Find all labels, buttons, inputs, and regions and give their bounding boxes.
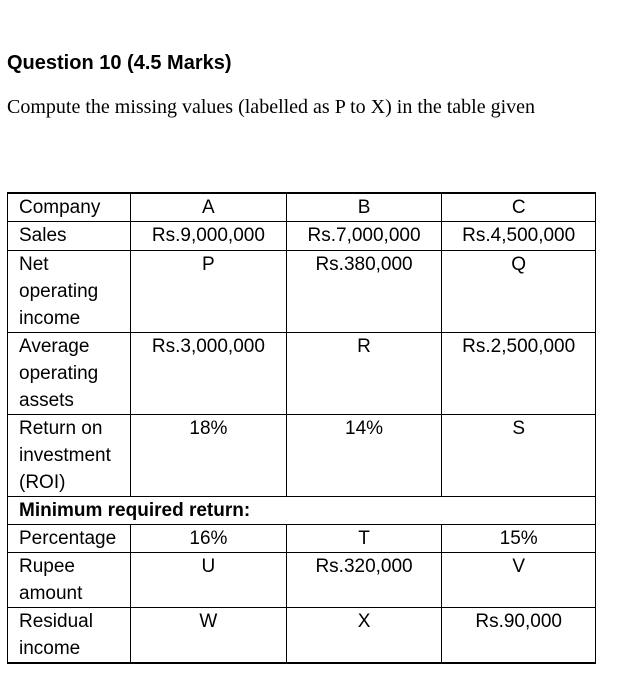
cell-a: W (131, 608, 287, 664)
cell-b: Rs.380,000 (286, 251, 442, 333)
cell-a: U (131, 553, 287, 608)
company-a-header: A (131, 193, 287, 222)
row-label: Return on investment (ROI) (8, 415, 131, 497)
cell-c: 15% (442, 525, 596, 553)
table-row-percentage (8, 525, 596, 553)
table-row-residual-income (8, 608, 596, 664)
question-text: Compute the missing values (labelled as P to X) in the table given (7, 96, 536, 118)
company-c-header: C (442, 193, 596, 222)
row-label: Rupee amount (8, 553, 131, 608)
cell-a: Rs.9,000,000 (131, 222, 287, 251)
cell-c: S (442, 415, 596, 497)
table-row-net-operating-income (8, 251, 596, 333)
row-label: Residual income (8, 608, 131, 664)
cell-c: Q (442, 251, 596, 333)
cell-b: Rs.7,000,000 (286, 222, 442, 251)
cell-a: 16% (131, 525, 287, 553)
table-section-row (8, 497, 596, 525)
cell-a: 18% (131, 415, 287, 497)
cell-b: X (286, 608, 442, 664)
row-label: Percentage (8, 525, 131, 553)
cell-b: R (286, 333, 442, 415)
row-label: Average operating assets (8, 333, 131, 415)
table-header-row (8, 193, 596, 222)
cell-c: Rs.2,500,000 (442, 333, 596, 415)
values-table (7, 192, 596, 664)
cell-c: Rs.4,500,000 (442, 222, 596, 251)
cell-c: V (442, 553, 596, 608)
company-b-header: B (286, 193, 442, 222)
cell-b: 14% (286, 415, 442, 497)
cell-b: Rs.320,000 (286, 553, 442, 608)
row-label: Net operating income (8, 251, 131, 333)
table-row-average-operating-assets (8, 333, 596, 415)
question-title: Question 10 (4.5 Marks) (7, 52, 232, 74)
cell-a: P (131, 251, 287, 333)
table-row-sales (8, 222, 596, 251)
row-label: Sales (8, 222, 131, 251)
company-header: Company (8, 193, 131, 222)
cell-a: Rs.3,000,000 (131, 333, 287, 415)
cell-c: Rs.90,000 (442, 608, 596, 664)
table-row-rupee-amount (8, 553, 596, 608)
table-row-roi (8, 415, 596, 497)
section-heading: Minimum required return: (8, 497, 596, 525)
cell-b: T (286, 525, 442, 553)
